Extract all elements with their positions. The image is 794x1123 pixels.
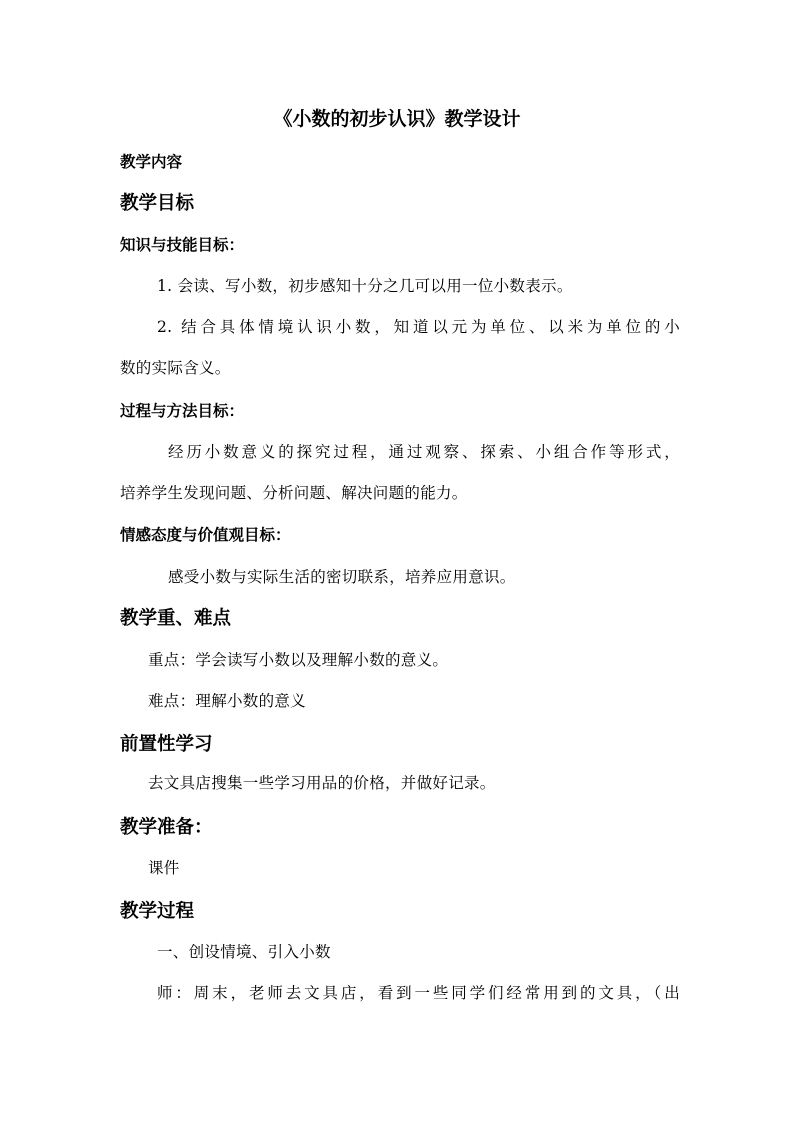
preparation-text: 课件 xyxy=(148,859,180,877)
document-title: 《小数的初步认识》教学设计 xyxy=(273,108,521,130)
heading-process-goal: 过程与方法目标： xyxy=(120,402,245,420)
knowledge-item-2-line-2: 数的实际含义。 xyxy=(120,359,231,377)
difficult-point: 难点：理解小数的意义 xyxy=(148,692,307,710)
heading-knowledge-goal: 知识与技能目标： xyxy=(120,236,245,254)
knowledge-item-2-line-1: 2. 结合具体情境认识小数，知道以元为单位、以米为单位的小 xyxy=(157,318,680,336)
heading-teaching-content: 教学内容 xyxy=(120,153,183,171)
heading-teaching-goals: 教学目标 xyxy=(120,193,195,214)
emotion-text: 感受小数与实际生活的密切联系，培养应用意识。 xyxy=(168,568,516,586)
heading-key-points: 教学重、难点 xyxy=(120,608,232,629)
heading-teaching-process: 教学过程 xyxy=(120,901,195,922)
teacher-line: 师：周末，老师去文具店，看到一些同学们经常用到的文具，（出 xyxy=(157,984,680,1002)
preview-text: 去文具店搜集一些学习用品的价格，并做好记录。 xyxy=(148,774,496,792)
heading-emotion-goal: 情感态度与价值观目标： xyxy=(120,526,291,544)
heading-preview: 前置性学习 xyxy=(120,734,213,755)
process-text-line-2: 培养学生发现问题、分析问题、解决问题的能力。 xyxy=(120,484,468,502)
step-1: 一、创设情境、引入小数 xyxy=(157,943,331,961)
heading-preparation: 教学准备： xyxy=(120,817,213,838)
process-text-line-1: 经历小数意义的探究过程，通过观察、探索、小组合作等形式， xyxy=(168,443,680,461)
knowledge-item-1: 1. 会读、写小数，初步感知十分之几可以用一位小数表示。 xyxy=(157,277,573,295)
key-point: 重点：学会读写小数以及理解小数的意义。 xyxy=(148,651,449,669)
